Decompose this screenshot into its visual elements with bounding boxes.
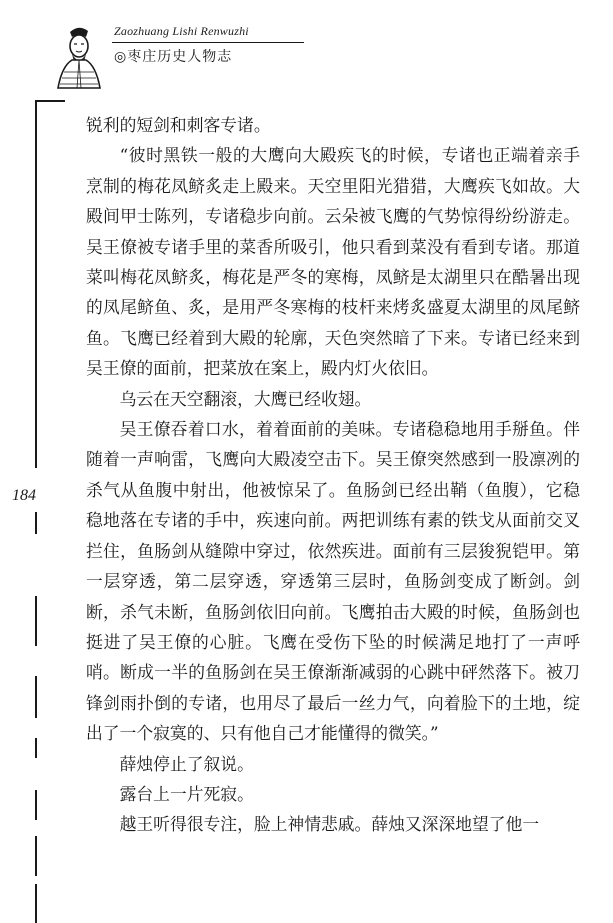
margin-rule-segment [35, 676, 37, 718]
paragraph: 乌云在天空翻滚，大鹰已经收翅。 [119, 388, 372, 409]
paragraph: 露台上一片死寂。 [119, 783, 254, 804]
paragraph: 锐利的短剑和刺客专诸。 [86, 115, 271, 135]
header-rule [112, 42, 304, 43]
header-chinese-title: ◎枣庄历史人物志 [114, 49, 233, 65]
margin-rule-hook [35, 100, 65, 102]
paragraph: 薛烛停止了叙说。 [119, 753, 254, 774]
header-latin-title: Zaozhuang Lishi Renwuzhi [114, 24, 249, 38]
margin-rule-upper [35, 100, 37, 468]
margin-rule-segment [35, 512, 37, 534]
margin-rule-segment [35, 738, 37, 758]
body-text [86, 110, 580, 840]
margin-rule-segment [35, 836, 37, 876]
running-header [50, 20, 310, 92]
margin-rule-segment [35, 790, 37, 820]
paragraph: 吴王僚吞着口水，着着面前的美味。专诸稳稳地用手掰鱼。伴随着一声响雷，飞鹰向大殿凌空击下。吴王僚突然感到一股凛冽的杀气从鱼腹中射出，他被惊呆了。鱼肠剑已经出鞘（鱼腹），它稳稳地落在专诸的手中，疾速向前。两把训练有素的铁戈从面前交叉拦住，鱼肠剑从缝隙中穿过，依然疾进。面前有三层狻猊铠甲。第一层穿透，第二层穿透，穿透第三层时，鱼肠剑变成了断剑。剑断，杀气未断，鱼肠剑依旧向前。飞鹰拍击大殿的时候，鱼肠剑也挺进了吴王僚的心脏。飞鹰在受伤下坠的时候满足地打了一声呼哨。断成一半的鱼肠剑在吴王僚渐渐减弱的心跳中砰然落下。被刀锋剑雨扑倒的专诸，也用尽了最后一丝力气，向着脸下的土地，绽出了一个寂寞的、只有他自己才能懂得的微笑。” [86, 419, 580, 744]
scholar-portrait-icon [50, 22, 108, 90]
paragraph: “彼时黑铁一般的大鹰向大殿疾飞的时候，专诸也正端着亲手烹制的梅花凤鲚炙走上殿来。天空里阳光猎猎，大鹰疾飞如故。大殿间甲士陈列，专诸稳步向前。云朵被飞鹰的气势惊得纷纷游走。吴王僚被专诸手里的菜香所吸引，他只看到菜没有看到专诸。那道菜叫梅花凤鲚炙，梅花是严冬的寒梅，凤鲚是太湖里只在酷暑出现的凤尾鲚鱼、炙，是用严冬寒梅的枝杆来烤炙盛夏太湖里的凤尾鲚鱼。飞鹰已经着到大殿的轮廓，天色突然暗了下来。专诸已经来到吴王僚的面前，把菜放在案上，殿内灯火依旧。 [86, 145, 580, 379]
margin-rule-segment [35, 596, 37, 646]
paragraph: 越王听得很专注，脸上神情悲戚。薛烛又深深地望了他一 [119, 814, 540, 835]
page-number: 184 [12, 487, 36, 504]
margin-rule-segment [35, 884, 37, 923]
